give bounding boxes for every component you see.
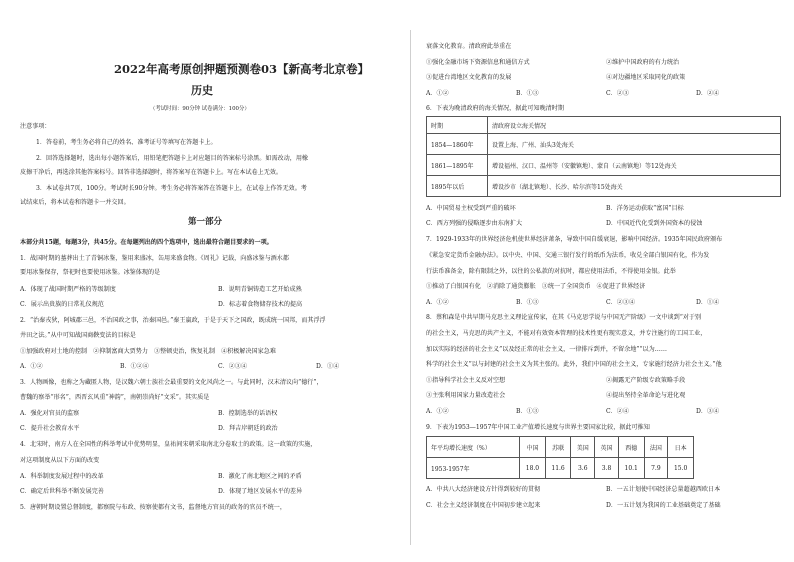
option-a[interactable]: A．体现了战国时期严格的等级制度 xyxy=(20,286,116,293)
table-cell: 1854—1860年 xyxy=(427,134,488,155)
table-row xyxy=(427,134,781,155)
option-b[interactable]: B．说明青铜铸造工艺开始成熟 xyxy=(218,286,302,293)
table-cell: 1895年以后 xyxy=(427,176,488,197)
option-c[interactable]: C．社会主义经济制度在中国初步建立起来 xyxy=(426,502,541,509)
option-b[interactable]: B．①③ xyxy=(516,299,539,306)
question-8-sub: ④提出坚持全革命论与进化观 xyxy=(606,392,686,399)
option-a[interactable]: A．①② xyxy=(20,363,43,370)
notice-line: 2．回答选择题时，选出每小题答案后，用铅笔把答题卡上对应题目的答案标号涂黑。如需改动，用橡 xyxy=(36,155,309,162)
question-7-sub: ①推动了白银国有化 ②消除了通货膨胀 ③统一了全国货币 ④促进了世界经济 xyxy=(426,283,646,290)
section-intro: 本部分共15题，每题3分，共45分。在每题列出的四个选项中，选出最符合题目要求的一项。 xyxy=(20,239,273,246)
option-d[interactable]: D．②④ xyxy=(696,90,720,97)
option-d[interactable]: D．体现了地区发展水平的差异 xyxy=(218,488,303,495)
question-7-stem: 行法币准备金，除有限制之外，以往的公私款的对抗时，都应使用法币，不得使用金银。此举 xyxy=(426,268,676,275)
exam-info: （考试时间：90分钟 试卷满分：100分） xyxy=(150,106,250,112)
table-cell: 3.8 xyxy=(595,458,619,479)
option-c[interactable]: C．提升社会教育水平 xyxy=(20,425,80,432)
question-4-stem: 4．北宋时，南方人在全国性的科举考试中优势明显，皇祐间宋朝采取南北分卷取士的政策。这一政策的实施， xyxy=(20,441,317,448)
option-d[interactable]: D．①④ xyxy=(316,363,340,370)
option-c[interactable]: C．确定后世科举不断发展完善 xyxy=(20,488,104,495)
option-c[interactable]: C．②④ xyxy=(606,408,629,415)
right-column xyxy=(410,0,794,562)
table-cell: 7.9 xyxy=(644,458,668,479)
option-b[interactable]: B．控制选举的话语权 xyxy=(218,410,278,417)
question-8-stem: 8．蔡和森是中共早期马克思主义理论宣传家，在其《马克思学说与中国无产阶级》一文中谈到“对于别 xyxy=(426,314,702,321)
table-row xyxy=(427,155,781,176)
option-d[interactable]: D．标志着食物储存技术的提高 xyxy=(218,301,303,308)
table-header: 时期 xyxy=(427,117,488,134)
option-c[interactable]: C．②③④ xyxy=(606,299,636,306)
table-header: 法国 xyxy=(644,437,668,458)
table-header: 苏联 xyxy=(545,437,571,458)
table-header: 英国 xyxy=(595,437,619,458)
question-5-stem: 5．唐朝时期设置总督制度，都察院与布政、按察使都有文书，监督地方官员的政务的官员不统一， xyxy=(20,504,286,511)
question-2-stem: 2．“治秦戎狄，阿城郡三邑，不治国政之事，治秦国邑。”秦王嬴政，于是于天下之国政，既成统一国邦，而其浮浮 xyxy=(20,317,326,324)
subject-title: 历史 xyxy=(191,84,213,97)
option-b[interactable]: B．一五计划使中国经济总量超越西欧日本 xyxy=(606,486,721,493)
option-d[interactable]: D．中国近代化受到外国资本的侵蚀 xyxy=(606,220,703,227)
question-5-sub: ④对边疆地区采取同化的政策 xyxy=(606,74,686,81)
question-8-stem: 的社会主义，马克思的共产主义，不能对有效资本管理的技术性更有现实意义，并专注施行的工国工业， xyxy=(426,330,707,337)
table-cell: 11.6 xyxy=(545,458,571,479)
notice-heading: 注意事项： xyxy=(20,123,51,130)
table-cell: 18.0 xyxy=(520,458,546,479)
option-c[interactable]: C．②③ xyxy=(606,90,629,97)
question-2-sub: ①加强政府对土地的控制 ②抑制富商大贾势力 ③整顿吏治，恢复礼制 ④积极解决国家急难 xyxy=(20,348,276,355)
table-header: 西德 xyxy=(618,437,644,458)
option-c[interactable]: C．展示出贵族的日常礼仪规范 xyxy=(20,301,104,308)
customs-table xyxy=(426,116,781,197)
table-cell: 增设福州、汉口、温州等（安徽镇地）、蒙自（云南镇地）等12处海关 xyxy=(488,155,781,176)
question-5-sub: ②维护中国政府的有力统治 xyxy=(606,59,680,66)
question-8-stem: 科学的社会主义”以与封建的社会主义为其主张的。此外，我们中国的社会主义，专家施行经济力社会主义。”他 xyxy=(426,361,722,368)
option-b[interactable]: B．洋务运动获取“富国”目标 xyxy=(606,205,684,212)
question-5-sub: ①强化金融市场下资源信息和通信方式 xyxy=(426,59,530,66)
notice-line: 试结束后，将本试卷和答题卡一并交回。 xyxy=(20,199,130,206)
notice-line: 皮擦干净后，再选涂其他答案标号。回答非选择题时，将答案写在答题卡上。写在本试卷上无效。 xyxy=(20,169,283,176)
question-7-stem: 7．1929-1933年的世界经济危机使世界经济萧条，导致中国自缓衰退，影响中国经济。1935年国民政府颁布 xyxy=(426,236,723,243)
question-7-stem: 《紧急安定货币金融办法》。以中央、中国、交通三银行发行的纸币为法币，收兑全部白银国有化，作为发 xyxy=(426,252,710,259)
option-b[interactable]: B．①②④ xyxy=(120,363,149,370)
table-header: 美国 xyxy=(571,437,595,458)
option-a[interactable]: A．①② xyxy=(426,408,449,415)
option-a[interactable]: A．中国贸易主权受到严重的破坏 xyxy=(426,205,516,212)
paper-title: 2022年高考原创押题预测卷03【新高考北京卷】 xyxy=(114,62,370,76)
option-b[interactable]: B．①③ xyxy=(516,90,539,97)
option-d[interactable]: D．拜吉岸朝廷的政治 xyxy=(218,425,278,432)
option-d[interactable]: D．一五计划为我国的工业基础奠定了基础 xyxy=(606,502,721,509)
question-5-stem: 衰落文化教育。清政府此举重在 xyxy=(426,43,512,50)
table-cell: 15.0 xyxy=(668,458,694,479)
option-a[interactable]: A．科举制度发展过程中的改革 xyxy=(20,473,104,480)
question-3-stem: 曹魏的察举“形名”，西晋玄风重“神韵”，南朝崇尚好“文采”。其实质是 xyxy=(20,394,210,401)
notice-line: 1．答卷前，考生务必将自己的姓名、准考证号等填写在答题卡上。 xyxy=(36,139,217,146)
table-row xyxy=(427,176,781,197)
option-a[interactable]: A．①② xyxy=(426,90,449,97)
option-b[interactable]: B．①③ xyxy=(516,408,539,415)
question-2-stem: 井田之法。”从中可知战国商鞅变法的目标是 xyxy=(20,332,136,339)
option-b[interactable]: B．激化了南北地区之间的矛盾 xyxy=(218,473,302,480)
table-header: 年平均增长速度（%） xyxy=(427,437,520,458)
table-cell: 1953-1957年 xyxy=(427,458,520,479)
question-8-stem: 加以实际的经济的社会主义”以及经正常的社会主义，一律排斥到并，不留余地”“以为…… xyxy=(426,346,667,353)
table-header: 中国 xyxy=(520,437,546,458)
option-a[interactable]: A．①② xyxy=(426,299,449,306)
question-8-sub: ②揭露无产阶级专政策略手段 xyxy=(606,377,686,384)
table-row xyxy=(427,458,694,479)
table-cell: 3.6 xyxy=(571,458,595,479)
notice-line: 3．本试卷共7页，100分。考试时长90分钟。考生务必将答案答在答题卡上，在试卷上作答无效。考 xyxy=(36,185,307,192)
option-c[interactable]: C．②③④ xyxy=(218,363,248,370)
option-a[interactable]: A．强化对官员的监察 xyxy=(20,410,80,417)
question-1-stem: 1．战国时期的墓葬出土了青铜冰鉴，鉴用来盛冰，缶用来盛食物。《周礼》记载，向盛冰鉴与酒水都 xyxy=(20,255,289,262)
table-cell: 增设沙市（湖北镇地）、长沙、哈尔滨等15处海关 xyxy=(488,176,781,197)
table-cell: 设置上海、广州、汕头3处海关 xyxy=(488,134,781,155)
table-cell: 10.1 xyxy=(618,458,644,479)
question-6-stem: 6．下表为晚清政府的海关情况，据此可知晚清时期 xyxy=(426,105,564,112)
question-3-stem: 3．人物画像，也称之为藏匿人物，是汉魏六朝士族社会最重要的文化风尚之一。与此同时，汉末清议向“德行”， xyxy=(20,379,323,386)
option-c[interactable]: C．西方列强的侵略逐步由东南扩大 xyxy=(426,220,523,227)
question-9-stem: 9．下表为1953—1957年中国工业产值增长速度与世界主要国家比较，据此可推知 xyxy=(426,424,650,431)
question-5-sub: ③促进台湾地区文化教育的发展 xyxy=(426,74,512,81)
option-d[interactable]: D．③④ xyxy=(696,408,720,415)
table-cell: 1861—1895年 xyxy=(427,155,488,176)
table-header: 日本 xyxy=(668,437,694,458)
option-a[interactable]: A．中共八大经济建设方针得到较好的贯彻 xyxy=(426,486,541,493)
question-1-stem: 要用冰鉴保存，祭祀时也要使用冰鉴。冰鉴体现的是 xyxy=(20,269,161,276)
option-d[interactable]: D．①④ xyxy=(696,299,720,306)
question-8-sub: ①指导科学社会主义反对空想 xyxy=(426,377,506,384)
section-title: 第一部分 xyxy=(188,217,223,227)
question-8-sub: ③主张利用国家力量改造社会 xyxy=(426,392,506,399)
question-4-stem: 对这项制度从以下方面的改变 xyxy=(20,457,100,464)
growth-table xyxy=(426,436,694,479)
table-header: 清政府设立海关情况 xyxy=(488,117,781,134)
